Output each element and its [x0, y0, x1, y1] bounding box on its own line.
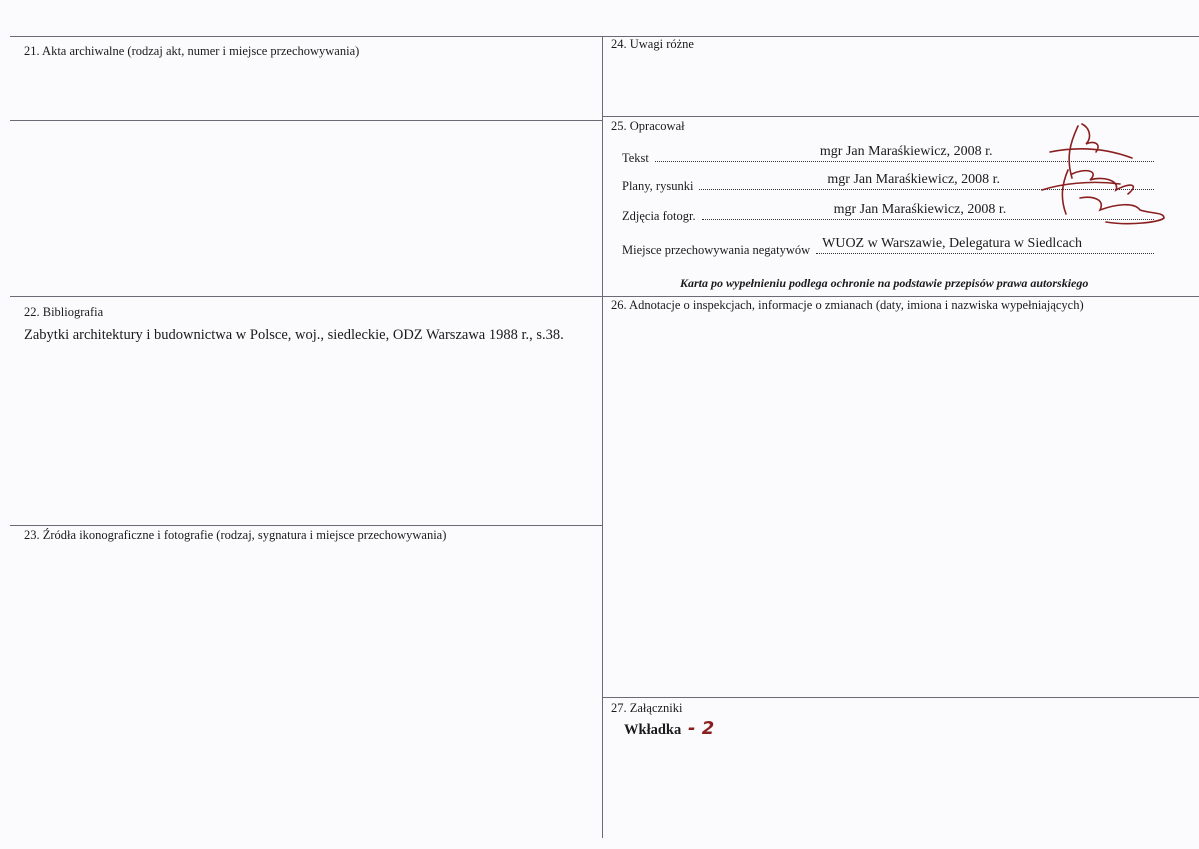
rule-left-2	[10, 525, 602, 526]
author-row-key: Miejsce przechowywania negatywów	[622, 243, 811, 257]
section-24-label: 24. Uwagi różne	[611, 37, 694, 51]
rule-mid	[10, 296, 1199, 297]
author-row-key: Plany, rysunki	[622, 179, 694, 193]
section-26-label: 26. Adnotacje o inspekcjach, informacje o zmianach (daty, imiona i nazwiska wypełniających)	[611, 298, 1084, 312]
author-row-key: Tekst	[622, 151, 649, 165]
section-22-label: 22. Bibliografia	[24, 305, 104, 319]
rule-right-1	[602, 116, 1199, 117]
author-row-key: Zdjęcia fotogr.	[622, 209, 696, 223]
attachment-handwritten-number: - 2	[688, 718, 715, 739]
author-row-value: mgr Jan Maraśkiewicz, 2008 r.	[833, 202, 1007, 217]
section-23-label: 23. Źródła ikonograficzne i fotografie (rodzaj, sygnatura i miejsce przechowywania)	[24, 528, 447, 542]
author-row-negatives	[622, 236, 1157, 258]
rule-top	[10, 36, 1199, 37]
section-25-label: 25. Opracował	[611, 119, 685, 133]
section-27-label: 27. Załączniki	[611, 701, 683, 715]
rule-center	[602, 36, 603, 838]
author-row-value: WUOZ w Warszawie, Delegatura w Siedlcach	[822, 236, 1082, 251]
author-row-value: mgr Jan Maraśkiewicz, 2008 r.	[827, 172, 1001, 187]
bibliography-text: Zabytki architektury i budownictwa w Polsce, woj., siedleckie, ODZ Warszawa 1988 r., s.38.	[24, 327, 564, 343]
author-row-value: mgr Jan Maraśkiewicz, 2008 r.	[819, 144, 993, 159]
attachment-value: Wkładka	[624, 722, 682, 738]
copyright-note: Karta po wypełnieniu podlega ochronie na podstawie przepisów prawa autorskiego	[680, 276, 1089, 290]
rule-left-1	[10, 120, 602, 121]
rule-right-2	[602, 697, 1199, 698]
section-21-label: 21. Akta archiwalne (rodzaj akt, numer i miejsce przechowywania)	[24, 44, 360, 58]
signature-scribble	[1020, 118, 1170, 238]
